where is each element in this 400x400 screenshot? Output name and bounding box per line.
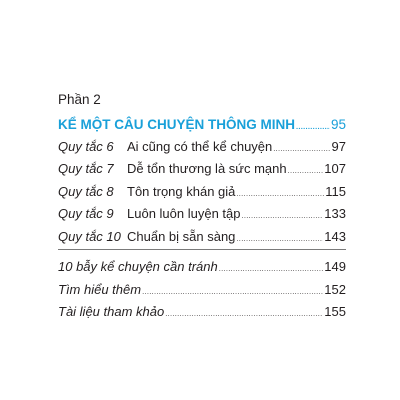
toc-entry-rule-6[interactable] <box>58 139 346 157</box>
page-number: 107 <box>324 161 346 176</box>
page-number: 115 <box>325 184 346 199</box>
part-label: Phần 2 <box>58 92 101 107</box>
toc-entry-rule-8[interactable] <box>58 184 346 202</box>
page-number: 152 <box>324 282 346 297</box>
entry-title: Tìm hiểu thêm <box>58 282 142 297</box>
toc-entry-rule-9[interactable] <box>58 206 346 224</box>
dot-leader <box>219 261 324 277</box>
dot-leader <box>165 306 323 322</box>
page-number: 149 <box>324 259 346 274</box>
rule-title: Ai cũng có thể kể chuyện <box>127 139 273 154</box>
rule-title: Tôn trọng khán giả <box>127 184 236 199</box>
dot-leader <box>236 186 324 202</box>
page-number: 155 <box>324 304 346 319</box>
rule-label: Quy tắc 8 <box>58 184 114 199</box>
entry-title: 10 bẫy kể chuyện cần tránh <box>58 259 218 274</box>
section-title: KỂ MỘT CÂU CHUYỆN THÔNG MINH <box>58 117 295 132</box>
dot-leader <box>296 119 330 135</box>
page-number: 133 <box>324 206 346 221</box>
section-entry[interactable] <box>58 117 346 135</box>
dot-leader <box>241 208 323 224</box>
toc-entry-rule-10[interactable] <box>58 229 346 247</box>
page-number: 97 <box>331 139 346 154</box>
rule-title: Dễ tổn thương là sức mạnh <box>127 161 287 176</box>
dot-leader <box>288 163 324 179</box>
dot-leader <box>236 231 323 247</box>
rule-label: Quy tắc 10 <box>58 229 121 244</box>
table-of-contents <box>58 0 348 400</box>
rule-title: Chuẩn bị sẵn sàng <box>127 229 236 244</box>
toc-entry-rule-7[interactable] <box>58 161 346 179</box>
section-page-number: 95 <box>330 117 346 132</box>
rule-title: Luôn luôn luyện tập <box>127 206 241 221</box>
dot-leader <box>273 141 330 157</box>
section-divider <box>58 249 346 250</box>
dot-leader <box>142 284 323 300</box>
page-number: 143 <box>324 229 346 244</box>
rule-label: Quy tắc 9 <box>58 206 114 221</box>
rule-label: Quy tắc 6 <box>58 139 114 154</box>
entry-title: Tài liệu tham khảo <box>58 304 165 319</box>
toc-entry-storytelling-traps[interactable] <box>58 259 346 277</box>
toc-entry-further-reading[interactable] <box>58 282 346 300</box>
rule-label: Quy tắc 7 <box>58 161 114 176</box>
toc-entry-references[interactable] <box>58 304 346 322</box>
